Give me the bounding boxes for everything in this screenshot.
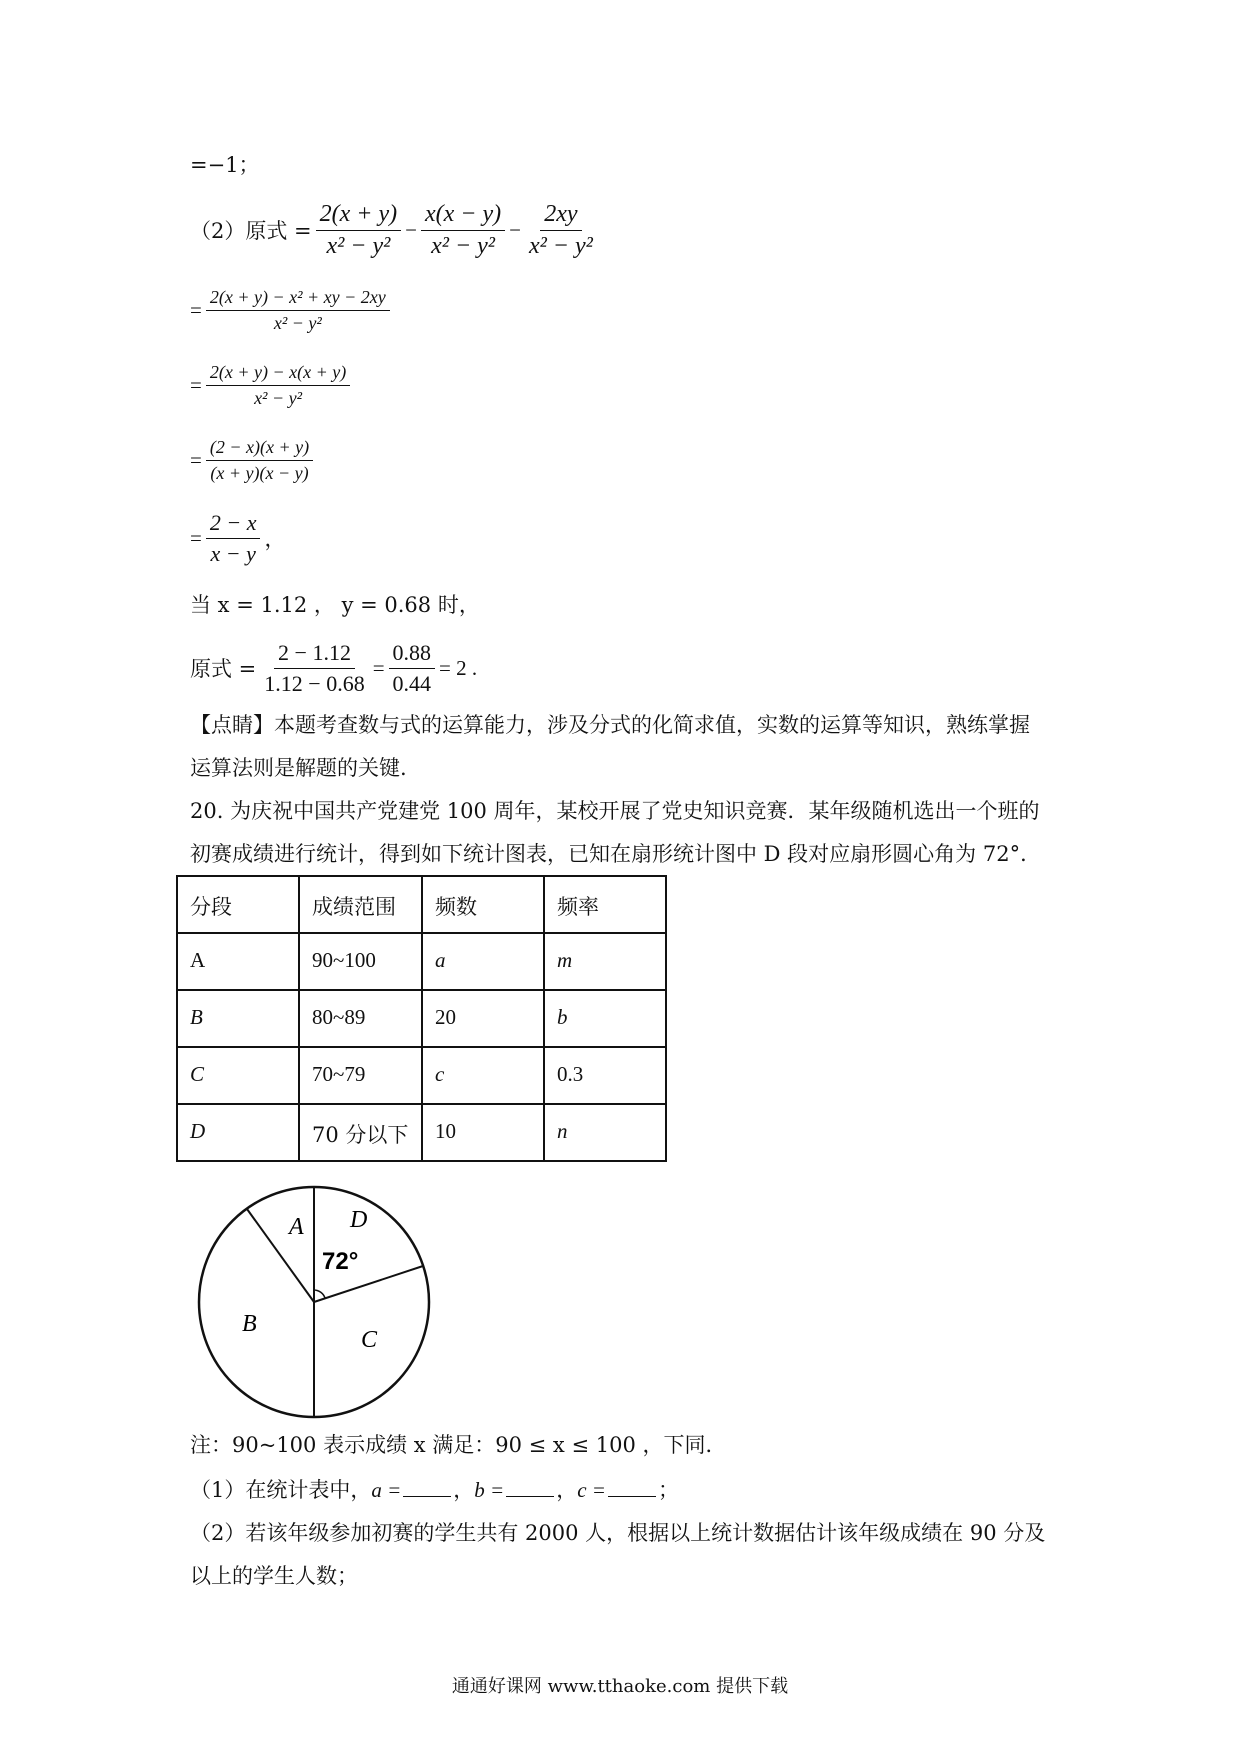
evaluation-line <box>190 636 477 700</box>
table-header-cell: 分段 <box>177 876 299 933</box>
step-5 <box>190 506 285 570</box>
table-row <box>177 1104 666 1161</box>
question-20-line-2: 初赛成绩进行统计，得到如下统计图表，已知在扇形统计图中 D 段对应扇形圆心角为 72°． <box>190 842 1042 866</box>
table-header-cell: 频率 <box>544 876 666 933</box>
substitution-line: 当 x = 1.12 ， y = 0.68 时， <box>190 593 480 617</box>
blank-b[interactable] <box>506 1478 554 1497</box>
table-header-cell: 频数 <box>422 876 544 933</box>
score-table <box>176 875 667 1162</box>
minus-sign: − <box>405 217 417 242</box>
step-2 <box>190 282 394 338</box>
blank-c[interactable] <box>608 1478 656 1497</box>
step-3-fraction <box>206 362 350 409</box>
pie-label-b: B <box>242 1311 257 1337</box>
step-5-numerator: 2 − x <box>206 510 261 539</box>
question-20-line-1: 20. 为庆祝中国共产党建党 100 周年，某校开展了党史知识竞赛．某年级随机选出一个班的 <box>190 799 1040 823</box>
subquestion-1-end: ； <box>657 1478 679 1502</box>
table-cell: 70 分以下 <box>299 1104 422 1161</box>
fraction-2 <box>421 201 505 260</box>
fraction-2-numerator: x(x − y) <box>421 201 505 231</box>
table-row <box>177 990 666 1047</box>
table-cell: 70~79 <box>299 1047 422 1104</box>
step-4 <box>190 432 317 488</box>
subquestion-1: （1）在统计表中，a = ，b = ，c = ； <box>190 1478 679 1502</box>
table-cell: 80~89 <box>299 990 422 1047</box>
result-line: =−1； <box>190 153 260 177</box>
step-4-numerator: (2 − x)(x + y) <box>206 437 313 461</box>
step-4-denominator: (x + y)(x − y) <box>210 462 309 483</box>
note-line: 注：90~100 表示成绩 x 满足：90 ≤ x ≤ 100 ，下同． <box>190 1433 727 1457</box>
table-cell: 90~100 <box>299 933 422 990</box>
table-cell: A <box>177 933 299 990</box>
fraction-3-denominator: x² − y² <box>528 232 593 259</box>
table-cell: D <box>177 1104 299 1161</box>
equals-sign: = <box>190 525 202 550</box>
table-header-cell: 成绩范围 <box>299 876 422 933</box>
step-3-numerator: 2(x + y) − x(x + y) <box>206 362 350 386</box>
table-cell: 0.3 <box>544 1047 666 1104</box>
step-2-fraction <box>206 287 390 334</box>
pie-label-a: A <box>289 1214 304 1240</box>
evaluation-result: = 2 . <box>439 655 478 680</box>
step-5-fraction <box>206 510 261 567</box>
minus-sign: − <box>509 217 521 242</box>
equals-sign: = <box>190 372 202 397</box>
table-cell: b <box>544 990 666 1047</box>
page-footer: 通通好课网 www.tthaoke.com 提供下载 <box>451 1676 789 1697</box>
table-cell: n <box>544 1104 666 1161</box>
evaluation-fraction-1 <box>260 640 368 697</box>
part2-label: （2）原式 = <box>190 219 312 243</box>
blank-b-label: b = <box>474 1478 505 1502</box>
table-cell: 10 <box>422 1104 544 1161</box>
step-3 <box>190 357 354 413</box>
step-4-fraction <box>206 437 313 484</box>
evaluation-fraction-2-denominator: 0.44 <box>392 670 432 696</box>
step-3-denominator: x² − y² <box>254 387 302 408</box>
step-2-numerator: 2(x + y) − x² + xy − 2xy <box>206 287 390 311</box>
fraction-1-denominator: x² − y² <box>326 232 391 259</box>
equals-sign: = <box>190 297 202 322</box>
table-row <box>177 1047 666 1104</box>
pie-label-d: D <box>350 1207 368 1233</box>
subquestion-2-line-2: 以上的学生人数； <box>190 1564 358 1588</box>
step-5-denominator: x − y <box>210 540 256 566</box>
table-cell: a <box>422 933 544 990</box>
evaluation-fraction-2-numerator: 0.88 <box>389 640 436 669</box>
table-cell: m <box>544 933 666 990</box>
evaluation-fraction-1-denominator: 1.12 − 0.68 <box>264 670 365 696</box>
part2-expression <box>190 198 601 262</box>
equals-sign: = <box>372 655 385 680</box>
angle-label: 72° <box>322 1248 359 1275</box>
step-5-comma: ， <box>264 527 286 551</box>
fraction-3 <box>525 201 597 260</box>
subquestion-1-prefix: （1）在统计表中， <box>190 1478 372 1502</box>
comment-line-1: 【点睛】本题考查数与式的运算能力，涉及分式的化简求值，实数的运算等知识，熟练掌握 <box>190 713 1030 737</box>
blank-a-label: a = <box>371 1478 402 1502</box>
pie-label-c: C <box>361 1327 378 1353</box>
blank-a[interactable] <box>403 1478 451 1497</box>
equals-sign: = <box>190 447 202 472</box>
table-row <box>177 933 666 990</box>
blank-c-label: c = <box>577 1478 606 1502</box>
fraction-1-numerator: 2(x + y) <box>316 201 401 231</box>
table-cell: B <box>177 990 299 1047</box>
table-header-row <box>177 876 666 933</box>
fraction-3-numerator: 2xy <box>540 201 581 231</box>
table-cell: c <box>422 1047 544 1104</box>
table-cell: C <box>177 1047 299 1104</box>
table-cell: 20 <box>422 990 544 1047</box>
pie-divider-left <box>247 1209 314 1302</box>
evaluation-fraction-1-numerator: 2 − 1.12 <box>274 640 355 669</box>
pie-chart <box>190 1182 440 1422</box>
fraction-2-denominator: x² − y² <box>431 232 495 259</box>
step-2-denominator: x² − y² <box>273 312 322 333</box>
angle-arc <box>314 1290 325 1298</box>
evaluation-label: 原式 = <box>190 657 257 681</box>
fraction-1 <box>316 201 401 260</box>
subquestion-2-line-1: （2）若该年级参加初赛的学生共有 2000 人，根据以上统计数据估计该年级成绩在 90 分及 <box>190 1521 1046 1545</box>
comment-line-2: 运算法则是解题的关键. <box>190 756 407 780</box>
evaluation-fraction-2 <box>389 640 436 697</box>
